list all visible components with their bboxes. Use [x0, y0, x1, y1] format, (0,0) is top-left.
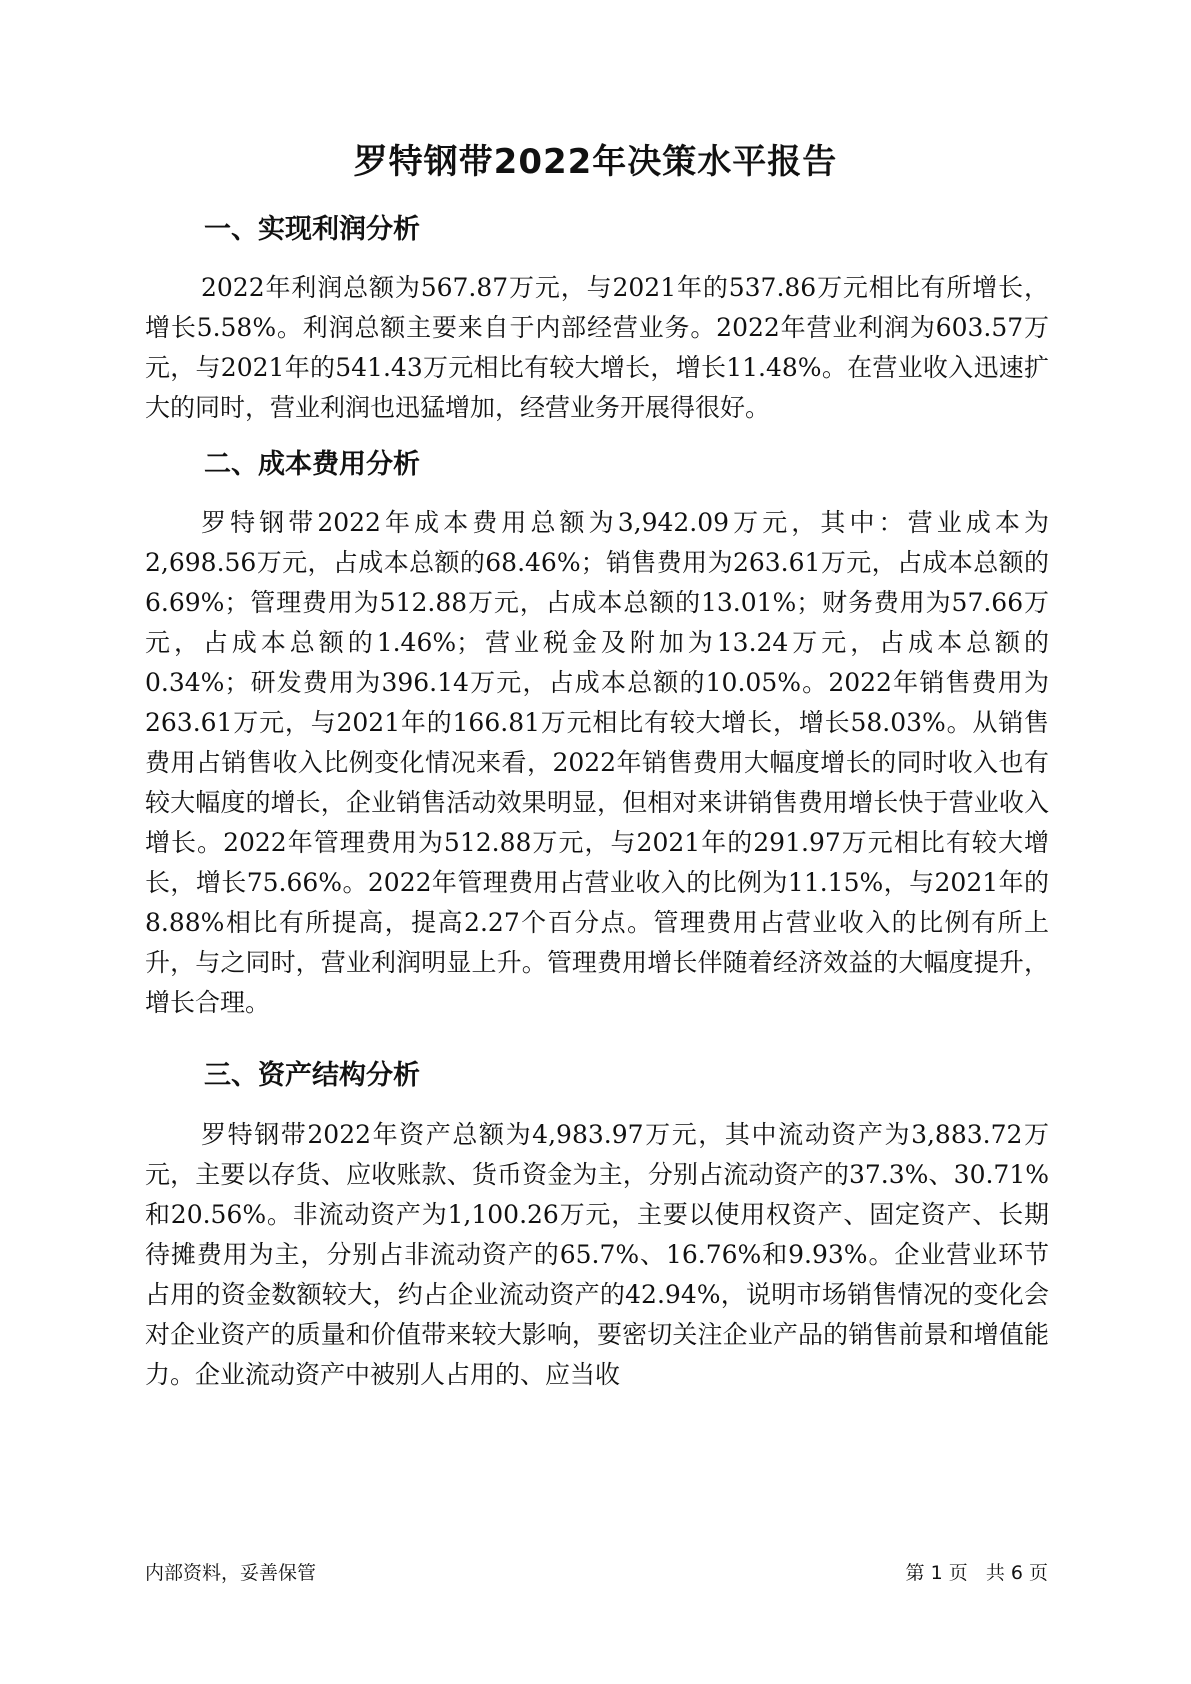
section-heading-assets: 三、资产结构分析 — [204, 1060, 420, 1091]
section-heading-profit: 一、实现利润分析 — [204, 214, 420, 245]
section-paragraph-assets: 罗特钢带2022年资产总额为4,983.97万元，其中流动资产为3,883.72万元，主要以存货、应收账款、货币资金为主，分别占流动资产的37.3%、30.71%和20.56%。非流动资产为1,100.26万元，主要以使用权资产、固定资产、长期待摊费用为主，分别占非流动资产的65.7%、16.76%和9.93%。企业营业环节占用的资金数额较大，约占企业流动资产的42.94%，说明市场销售情况的变化会对企业资产的质量和价值带来较大影响，要密切关注企业产品的销售前景和增值能力。企业流动资产中被别人占用的、应当收 — [145, 1120, 1049, 1389]
section-heading-cost: 二、成本费用分析 — [204, 449, 420, 480]
footer-confidential-note: 内部资料，妥善保管 — [145, 1562, 317, 1584]
section-paragraph-cost: 罗特钢带2022年成本费用总额为3,942.09万元，其中：营业成本为2,698.56万元，占成本总额的68.46%；销售费用为263.61万元，占成本总额的6.69%；管理费用为512.88万元，占成本总额的13.01%；财务费用为57.66万元，占成本总额的1.46%；营业税金及附加为13.24万元，占成本总额的0.34%；研发费用为396.14万元，占成本总额的10.05%。2022年销售费用为263.61万元，与2021年的166.81万元相比有较大增长，增长58.03%。从销售费用占销售收入比例变化情况来看，2022年销售费用大幅度增长的同时收入也有较大幅度的增长，企业销售活动效果明显，但相对来讲销售费用增长快于营业收入增长。2022年管理费用为512.88万元，与2021年的291.97万元相比有较大增长，增长75.66%。2022年管理费用占营业收入的比例为11.15%，与2021年的8.88%相比有所提高，提高2.27个百分点。管理费用占营业收入的比例有所上升，与之同时，营业利润明显上升。管理费用增长伴随着经济效益的大幅度提升，增长合理。 — [145, 508, 1049, 1017]
document-title: 罗特钢带2022年决策水平报告 — [353, 142, 838, 182]
footer-page-number: 第 1 页 共 6 页 — [905, 1562, 1048, 1584]
section-paragraph-profit: 2022年利润总额为567.87万元，与2021年的537.86万元相比有所增长，增长5.58%。利润总额主要来自于内部经营业务。2022年营业利润为603.57万元，与2021年的541.43万元相比有较大增长，增长11.48%。在营业收入迅速扩大的同时，营业利润也迅猛增加，经营业务开展得很好。 — [145, 273, 1049, 422]
